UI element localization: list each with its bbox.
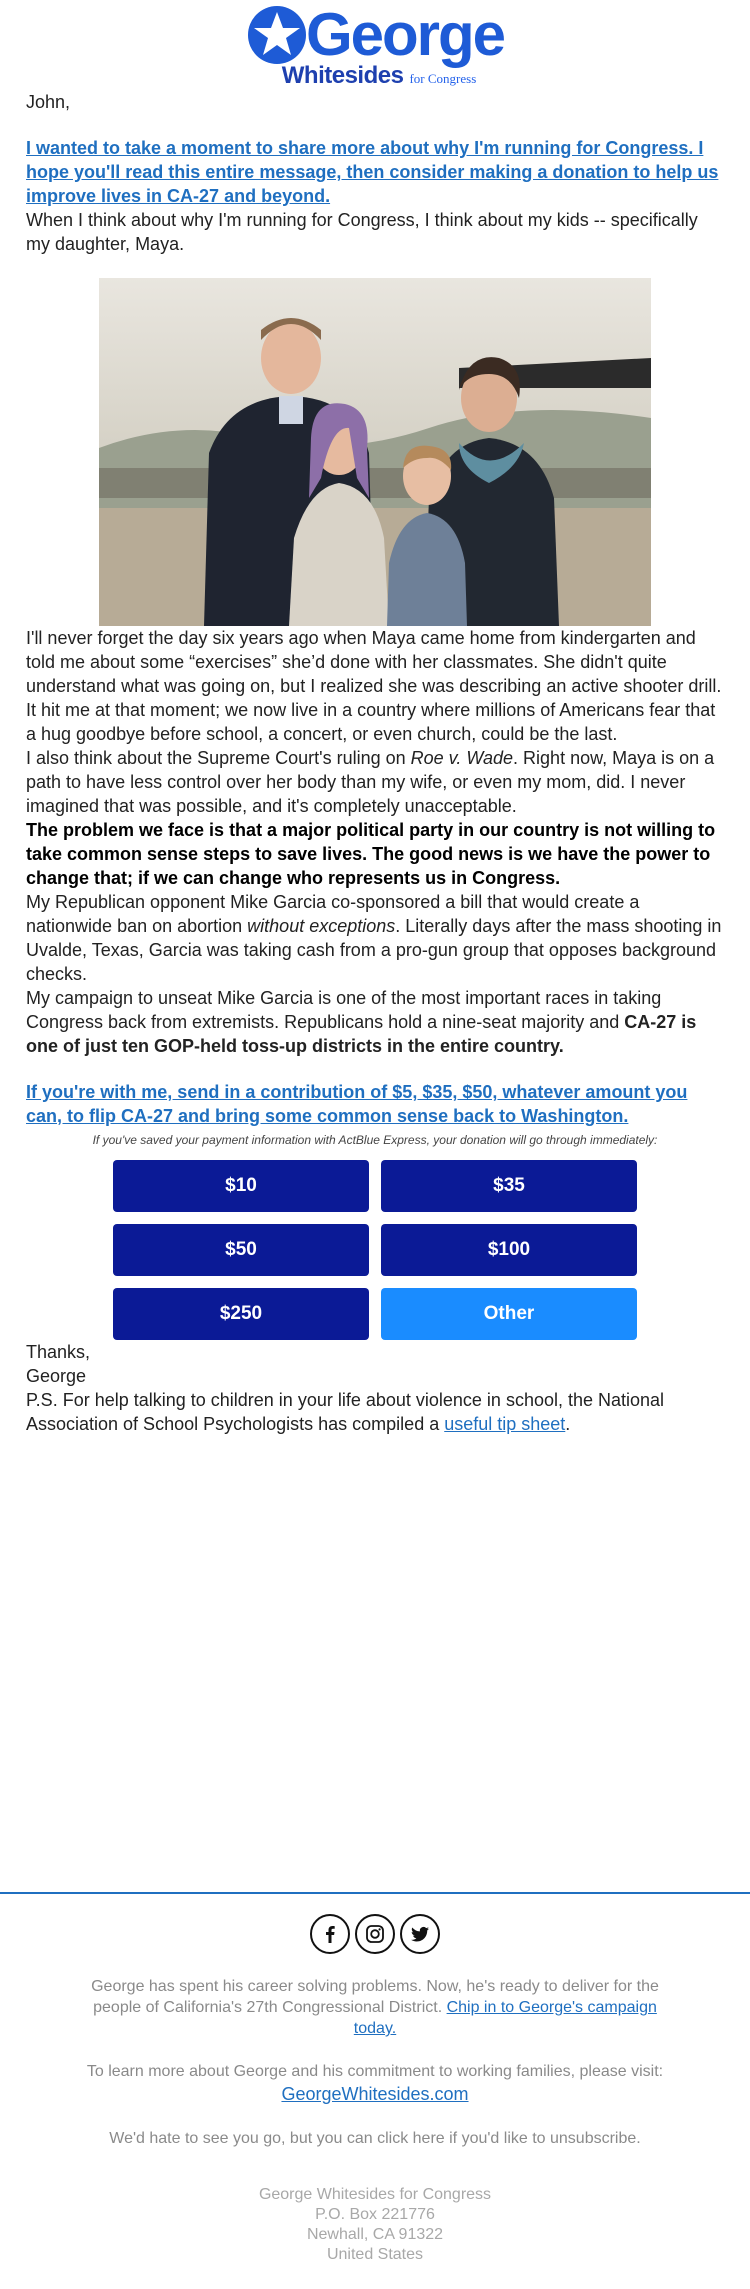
contribution-cta-link[interactable]: If you're with me, send in a contribution of $5, $35, $50, whatever amount you can, to flip CA-27 and bring some common sense back to Washington. <box>26 1082 688 1126</box>
donate-100-button[interactable]: $100 <box>381 1224 637 1276</box>
postscript: P.S. For help talking to children in your life about violence in school, the National Association of School Psychologists has compiled a useful tip sheet. <box>26 1390 665 1434</box>
paragraph-problem: The problem we face is that a major political party in our country is not willing to take common sense steps to save lives. The good news is we have the power to change that; if we can change who represents us in Congress. <box>26 820 716 888</box>
social-links <box>0 1914 750 1954</box>
paragraph-drill: I'll never forget the day six years ago when Maya came home from kindergarten and told me about some “exercises” she’d done with her classmates. She didn't quite understand what was going on, but I realized she was describing an active shooter drill. <box>26 628 722 696</box>
website-link[interactable]: GeorgeWhitesides.com <box>281 2084 469 2104</box>
donate-35-button[interactable]: $35 <box>381 1160 637 1212</box>
without-exceptions-italic: without exceptions <box>247 916 396 936</box>
twitter-icon[interactable] <box>400 1914 440 1954</box>
family-photo-wrap <box>26 278 724 626</box>
paragraph-kids: When I think about why I'm running for Congress, I think about my kids -- specifically my daughter, Maya. <box>26 210 698 254</box>
instagram-icon[interactable] <box>355 1914 395 1954</box>
paragraph-opponent: My Republican opponent Mike Garcia co-sponsored a bill that would create a nationwide ban on abortion without exceptions. Literally days after the mass shooting in Uvalde, Texas, Garcia was taking cash from a pro-gun group that opposes background checks. <box>26 892 722 984</box>
mailing-address: George Whitesides for Congress P.O. Box 221776 Newhall, CA 91322 United States <box>258 2186 492 2263</box>
paragraph-roe: I also think about the Supreme Court's ruling on Roe v. Wade. Right now, Maya is on a path to have less control over her body than my wife, or even my mom, did. I never imagined that was possible, and it's completely unacceptable. <box>26 748 715 816</box>
chip-in-link[interactable]: Chip in to George's campaign today. <box>353 1999 657 2037</box>
footer-about: George has spent his career solving problems. Now, he's ready to deliver for the people of California's 27th Congressional District. Chip in to George's campaign today. <box>91 1978 659 2037</box>
actblue-express-note: If you've saved your payment information with ActBlue Express, your donation will go through immediately: <box>92 1133 658 1147</box>
tip-sheet-link[interactable]: useful tip sheet <box>444 1414 566 1434</box>
email-body <box>0 90 750 1436</box>
signoff-thanks: Thanks, <box>26 1342 91 1362</box>
logo-word: George <box>305 1 505 68</box>
logo-for-congress: for Congress <box>409 71 477 86</box>
star-logo-icon <box>246 4 308 66</box>
paragraph-fear: It hit me at that moment; we now live in a country where millions of Americans fear that a hug goodbye before school, a concert, or even church, could be the last. <box>26 700 716 744</box>
donation-buttons <box>26 1160 724 1340</box>
donate-250-button[interactable]: $250 <box>113 1288 369 1340</box>
email-footer <box>0 1892 750 2265</box>
signature: George <box>26 1366 87 1386</box>
toss-up-bold: CA-27 is one of just ten GOP-held toss-up districts in the entire country. <box>26 1012 697 1056</box>
logo-name: Whitesides <box>281 62 404 89</box>
lead-donate-link[interactable]: I wanted to take a moment to share more about why I'm running for Congress. I hope you'll read this entire message, then consider making a donation to help us improve lives in CA-27 and beyond. <box>26 138 719 206</box>
paragraph-campaign: My campaign to unseat Mike Garcia is one of the most important races in taking Congress back from extremists. Republicans hold a nine-seat majority and CA-27 is one of just ten GOP-held toss-up districts in the entire country. <box>26 988 697 1056</box>
family-photo[interactable] <box>99 278 651 626</box>
donate-10-button[interactable]: $10 <box>113 1160 369 1212</box>
donate-50-button[interactable]: $50 <box>113 1224 369 1276</box>
greeting: John, <box>26 92 71 112</box>
footer-learn-more: To learn more about George and his commitment to working families, please visit: GeorgeWhitesides.com <box>86 2063 664 2104</box>
facebook-icon[interactable] <box>310 1914 350 1954</box>
roe-v-wade-italic: Roe v. Wade <box>410 748 514 768</box>
donate-other-button[interactable]: Other <box>381 1288 637 1340</box>
unsubscribe-link[interactable]: We'd hate to see you go, but you can click here if you'd like to unsubscribe. <box>109 2130 641 2147</box>
campaign-logo <box>0 0 750 90</box>
